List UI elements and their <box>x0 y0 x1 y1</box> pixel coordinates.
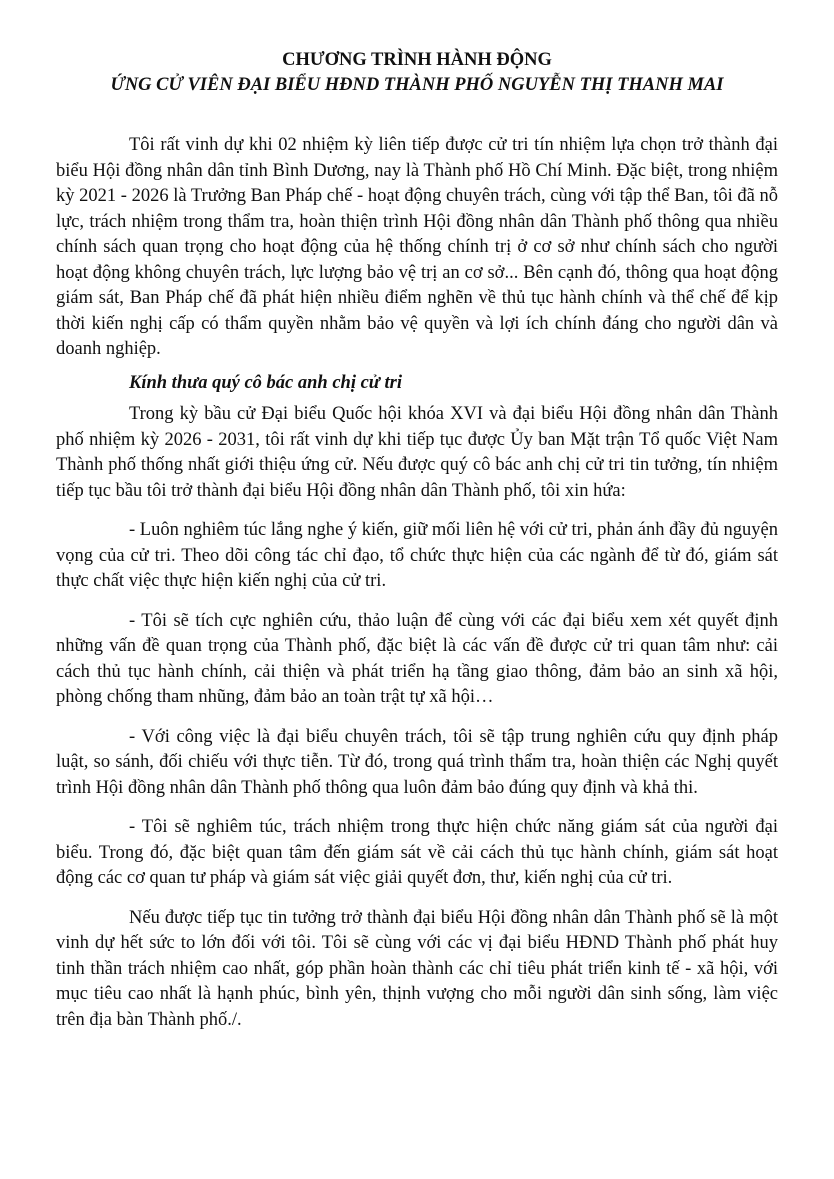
document-title: CHƯƠNG TRÌNH HÀNH ĐỘNG <box>282 50 552 70</box>
document-subtitle: ỨNG CỬ VIÊN ĐẠI BIỂU HĐND THÀNH PHỐ NGUYỄN THỊ THANH MAI <box>110 75 724 95</box>
pledge-item-2: - Tôi sẽ tích cực nghiên cứu, thảo luận để cùng với các đại biểu xem xét quyết định những vấn đề quan trọng của Thành phố, đặc biệt là các vấn đề được cử tri quan tâm như: cải cách thủ tục hành chính, cải thiện và phát triển hạ tầng giao thông, đảm bảo an sinh xã hội, phòng chống tham nhũng, đảm bảo an toàn trật tự xã hội… <box>56 610 778 707</box>
pledge-item-4: - Tôi sẽ nghiêm túc, trách nhiệm trong thực hiện chức năng giám sát của người đại biểu. Trong đó, đặc biệt quan tâm đến giám sát về cải cách thủ tục hành chính, giám sát hoạt động các cơ quan tư pháp và giám sát việc giải quyết đơn, thư, kiến nghị của cử tri. <box>56 817 778 888</box>
pledge-item-3: - Với công việc là đại biểu chuyên trách, tôi sẽ tập trung nghiên cứu quy định pháp luật, so sánh, đối chiếu với thực tiễn. Từ đó, trong quá trình thẩm tra, hoàn thiện các Nghị quyết trình Hội đồng nhân dân Thành phố thông qua luôn đảm bảo đúng quy định và khả thi. <box>56 726 778 798</box>
greeting-line: Kính thưa quý cô bác anh chị cử tri <box>129 372 402 393</box>
intro-paragraph: Tôi rất vinh dự khi 02 nhiệm kỳ liên tiếp được cử tri tín nhiệm lựa chọn trở thành đại biểu Hội đồng nhân dân tỉnh Bình Dương, nay là Thành phố Hồ Chí Minh. Đặc biệt, trong nhiệm kỳ 2021 - 2026 là Trưởng Ban Pháp chế - hoạt động chuyên trách, cùng với tập thể Ban, tôi đã nỗ lực, trách nhiệm trong thẩm tra, hoàn thiện trình Hội đồng nhân dân Thành phố thông qua nhiều chính sách quan trọng cho hoạt động của hệ thống chính trị ở cơ sở như chính sách cho người hoạt động không chuyên trách, lực lượng bảo vệ trị an cơ sở... Bên cạnh đó, thông qua hoạt động giám sát, Ban Pháp chế đã phát hiện nhiều điểm nghẽn về thủ tục hành chính và thể chế để kịp thời kiến nghị cấp có thẩm quyền nhằm bảo vệ quyền và lợi ích chính đáng cho người dân và doanh nghiệp. <box>56 135 778 359</box>
main-paragraph: Trong kỳ bầu cử Đại biểu Quốc hội khóa XVI và đại biểu Hội đồng nhân dân Thành phố nhiệm kỳ 2026 - 2031, tôi rất vinh dự khi tiếp tục được Ủy ban Mặt trận Tổ quốc Việt Nam Thành phố thống nhất giới thiệu ứng cử. Nếu được quý cô bác anh chị cử tri tin tưởng, tín nhiệm tiếp tục bầu tôi trở thành đại biểu Hội đồng nhân dân Thành phố, tôi xin hứa: <box>56 404 778 501</box>
closing-paragraph: Nếu được tiếp tục tin tưởng trở thành đại biểu Hội đồng nhân dân Thành phố sẽ là một vinh dự hết sức to lớn đối với tôi. Tôi sẽ cùng với các vị đại biểu HĐND Thành phố phát huy tinh thần trách nhiệm cao nhất, góp phần hoàn thành các chỉ tiêu phát triển kinh tế - xã hội, với mục tiêu cao nhất là hạnh phúc, bình yên, thịnh vượng cho mỗi người dân sinh sống, làm việc trên địa bàn Thành phố./. <box>56 907 778 1030</box>
pledge-item-1: - Luôn nghiêm túc lắng nghe ý kiến, giữ mối liên hệ với cử tri, phản ánh đầy đủ nguyện vọng của cử tri. Theo dõi công tác chỉ đạo, tổ chức thực hiện của các ngành để từ đó, giám sát thực chất việc thực hiện kiến nghị của cử tri. <box>56 520 778 591</box>
